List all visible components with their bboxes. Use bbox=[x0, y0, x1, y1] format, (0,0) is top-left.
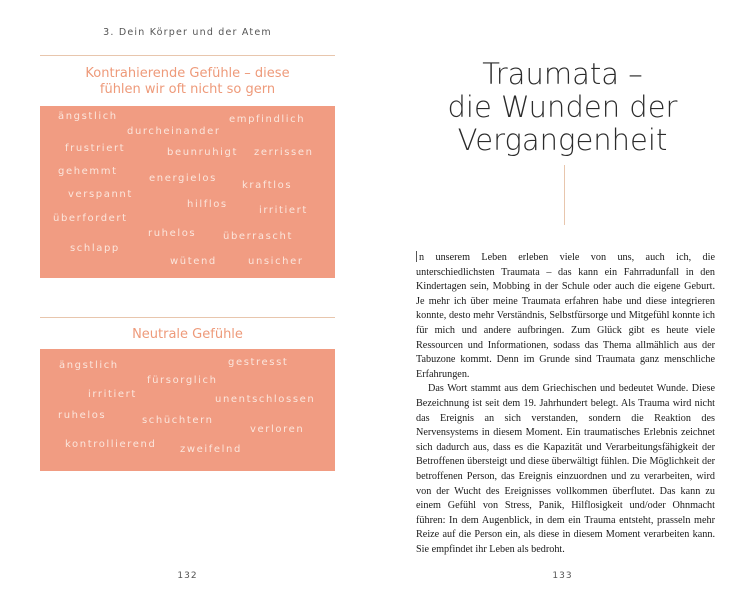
heading-divider bbox=[564, 165, 565, 225]
feeling-word: schüchtern bbox=[142, 415, 214, 426]
feeling-word: frustriert bbox=[65, 143, 126, 154]
chapter-header: 3. Dein Körper und der Atem bbox=[103, 27, 272, 38]
feeling-word: unsicher bbox=[248, 256, 304, 267]
feeling-word: schlapp bbox=[70, 243, 120, 254]
page-number-left: 132 bbox=[177, 571, 198, 581]
feeling-word: unentschlossen bbox=[215, 394, 316, 405]
feeling-word: gestresst bbox=[228, 357, 289, 368]
header-rule bbox=[40, 55, 335, 56]
feeling-word: verspannt bbox=[68, 189, 133, 200]
initial-bar bbox=[416, 251, 417, 262]
feeling-word: hilflos bbox=[187, 199, 228, 210]
feeling-word: wütend bbox=[170, 256, 217, 267]
feeling-word: ruhelos bbox=[58, 410, 107, 421]
feeling-word: überrascht bbox=[223, 231, 293, 242]
feeling-word: überfordert bbox=[53, 213, 128, 224]
box2-title: Neutrale Gefühle bbox=[132, 327, 243, 342]
right-page bbox=[375, 0, 750, 597]
box1-title-line2: fühlen wir oft nicht so gern bbox=[99, 82, 276, 97]
feeling-word: ruhelos bbox=[148, 228, 197, 239]
feeling-word: fürsorglich bbox=[147, 375, 218, 386]
feeling-word: energielos bbox=[149, 173, 217, 184]
body-text bbox=[416, 251, 715, 557]
heading-line2: die Wunden der bbox=[447, 90, 678, 124]
neutral-feelings-box bbox=[40, 349, 335, 471]
feeling-word: irritiert bbox=[88, 389, 137, 400]
box1-title bbox=[40, 66, 335, 98]
paragraph-1: n unserem Leben erleben viele von uns, auch ich, die unterschiedlichsten Traumata – das kann ein Fahrradunfall in den Kindertagen sein, Mobbing in der Schule oder auch die eigene Geburt. Je mehr ich über meine Traumata erfahren habe und diese integrieren konnte, desto mehr Verständnis, Selbstfürsorge und Mitgefühl konnte ich für mich und andere aufbringen. Zum Glück gibt es heute viele Ressourcen und Informationen, sodass das Thema allmählich aus der Tabuzone kommt. Denn im Grunde sind Traumata ganz menschliche Erfahrungen. bbox=[416, 252, 715, 380]
feeling-word: kraftlos bbox=[242, 180, 293, 191]
chapter-heading bbox=[375, 58, 750, 157]
contracting-feelings-box bbox=[40, 106, 335, 278]
feeling-word: durcheinander bbox=[127, 126, 221, 137]
section-rule bbox=[40, 317, 335, 318]
heading-line3: Vergangenheit bbox=[457, 123, 668, 157]
page-number-right: 133 bbox=[552, 571, 573, 581]
paragraph bbox=[416, 251, 715, 382]
feeling-word: empfindlich bbox=[229, 114, 306, 125]
feeling-word: gehemmt bbox=[58, 166, 118, 177]
box1-title-line1: Kontrahierende Gefühle – diese bbox=[85, 66, 290, 81]
feeling-word: ängstlich bbox=[59, 360, 119, 371]
feeling-word: kontrollierend bbox=[65, 439, 157, 450]
feeling-word: zweifelnd bbox=[180, 444, 242, 455]
heading-line1: Traumata – bbox=[482, 57, 643, 91]
feeling-word: irritiert bbox=[259, 205, 308, 216]
paragraph-2: Das Wort stammt aus dem Griechischen und bedeutet Wunde. Diese Bezeichnung ist seit dem 19. Jahrhundert belegt. Als Trauma wird nicht das Ereignis an sich verstanden, sondern die Reaktion des Nervensystems in diesem Moment. Ein traumatisches Erlebnis zeichnet sich dadurch aus, dass es die Kapazität und Verarbeitungsfähigkeit der Betroffenen übersteigt und diese überwältigt fühlen. Die Möglichkeit der betroffenen Person, das Ereignis einzuordnen und zu verarbeiten, wird von der Wucht des Ereignisses vollkommen überflutet. Das kann zu einem Gefühl von Stress, Panik, Hilflosigkeit und/oder Ohnmacht führen: In dem Augenblick, in dem ein Trauma entsteht, prasseln mehr Reize auf die Person ein, als diese in diesem Moment verarbeiten kann. Sie empfindet ihr Leben als bedroht. bbox=[416, 383, 715, 555]
feeling-word: zerrissen bbox=[254, 147, 314, 158]
feeling-word: ängstlich bbox=[58, 111, 118, 122]
feeling-word: beunruhigt bbox=[167, 147, 239, 158]
feeling-word: verloren bbox=[250, 424, 305, 435]
